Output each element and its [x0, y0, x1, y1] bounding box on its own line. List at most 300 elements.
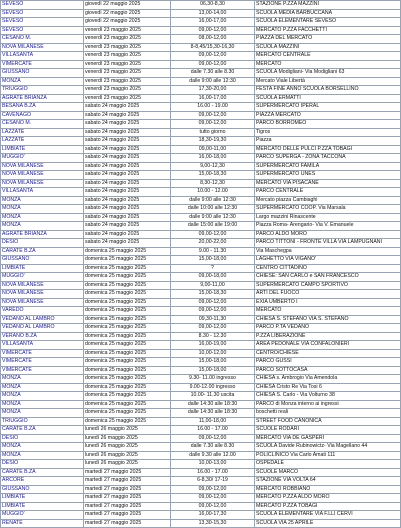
time-cell: 16,00-17,00 [171, 18, 255, 27]
time-cell: 09,00-12,00 [171, 230, 255, 239]
location-cell: SCUOLA ELEMENTARE VIA F.LLI CERVI [255, 511, 401, 520]
city-cell: VERANO B.ZA [1, 332, 84, 341]
city-cell: GIUSSANO [1, 69, 84, 78]
schedule-row [1, 468, 401, 477]
schedule-row [1, 205, 401, 214]
location-cell: PIAZZA DEL MERCATO [255, 35, 401, 44]
city-cell: BESANA B.ZA [1, 103, 84, 112]
city-cell: MONZA [1, 451, 84, 460]
location-cell: AREA PEDONALE VIA CONFALONIERI [255, 341, 401, 350]
time-cell: 9.00 - 11.30 [171, 247, 255, 256]
schedule-row [1, 315, 401, 324]
location-cell: CENTRO CITTADINO [255, 264, 401, 273]
city-cell: MONZA [1, 409, 84, 418]
city-cell: MONZA [1, 383, 84, 392]
date-cell: sabato 24 maggio 2025 [84, 145, 171, 154]
time-cell: 10.00- 11.30 uscita [171, 392, 255, 401]
city-cell: NOVA MILANESE [1, 171, 84, 180]
date-cell: venerdì 23 maggio 2025 [84, 60, 171, 69]
city-cell: TRIUGGIO [1, 417, 84, 426]
city-cell: CARATE B.ZA [1, 426, 84, 435]
schedule-row [1, 502, 401, 511]
city-cell: VAREDO [1, 307, 84, 316]
city-cell: MONZA [1, 392, 84, 401]
location-cell: MERCATO P.ZZA ALDO MORO [255, 494, 401, 503]
date-cell: sabato 24 maggio 2025 [84, 230, 171, 239]
city-cell: CARATE B.ZA [1, 247, 84, 256]
time-cell: 16.00 - 19.00 [171, 103, 255, 112]
location-cell: SCUOLA ERMATTI [255, 94, 401, 103]
location-cell: CENTRO/CHIESE [255, 349, 401, 358]
city-cell: NOVA MILANESE [1, 179, 84, 188]
location-cell: PARCO SOTTOCASA [255, 366, 401, 375]
date-cell: domenica 25 maggio 2025 [84, 409, 171, 418]
time-cell: dalle 9.30 alle 12.00 [171, 451, 255, 460]
date-cell: giovedì 22 maggio 2025 [84, 18, 171, 27]
date-cell: domenica 25 maggio 2025 [84, 375, 171, 384]
time-cell: 18,30-19,30 [171, 137, 255, 146]
location-cell: STAZIONE P.ZZA MAZZINI [255, 1, 401, 10]
schedule-row [1, 273, 401, 282]
schedule-row [1, 519, 401, 528]
location-cell: Tigros [255, 128, 401, 137]
location-cell: SCUOLA Modigliani- Via Modigliani 63 [255, 69, 401, 78]
location-cell: MERCATO DELLE PULCI P.ZZA TOBAGI [255, 145, 401, 154]
location-cell: POLICLINICO Via Carlo Amati 111 [255, 451, 401, 460]
schedule-row [1, 179, 401, 188]
time-cell: 09,00-12,00 [171, 60, 255, 69]
schedule-row [1, 196, 401, 205]
date-cell: domenica 25 maggio 2025 [84, 332, 171, 341]
city-cell: CESANO M. [1, 120, 84, 129]
location-cell: PARCO CENTRALE [255, 188, 401, 197]
schedule-row [1, 69, 401, 78]
city-cell: VEDANO AL LAMBRO [1, 315, 84, 324]
location-cell: CHIESE: SAN CARLO e SAN FRANCESCO [255, 273, 401, 282]
location-cell: SUPERMERCATO IPERAL [255, 103, 401, 112]
time-cell: 09,00-12,00 [171, 307, 255, 316]
city-cell: MONZA [1, 77, 84, 86]
schedule-row [1, 307, 401, 316]
location-cell: PARCO BORROMEO [255, 120, 401, 129]
city-cell: VEDANO AL LAMBRO [1, 324, 84, 333]
location-cell: MERCATO VIA DE GASPERI [255, 434, 401, 443]
location-cell: LAGHETTO VIA VIGANO' [255, 256, 401, 265]
time-cell: 10.00 - 12.00 [171, 188, 255, 197]
date-cell: sabato 24 maggio 2025 [84, 162, 171, 171]
time-cell: 09,00-18,00 [171, 273, 255, 282]
schedule-row [1, 120, 401, 129]
time-cell: 09,00-12,00 [171, 26, 255, 35]
location-cell: PARCO ALDO MORO [255, 230, 401, 239]
location-cell: OSPEDALE [255, 460, 401, 469]
location-cell: MERCATO [255, 60, 401, 69]
city-cell: VILLASANTA [1, 341, 84, 350]
city-cell: LIMBIATE [1, 494, 84, 503]
schedule-body [1, 1, 401, 528]
time-cell: 6-8,30/ 17-19 [171, 477, 255, 486]
time-cell: 20,00-22,00 [171, 239, 255, 248]
location-cell: Mercato piazza Cambiaghi [255, 196, 401, 205]
schedule-row [1, 494, 401, 503]
date-cell: sabato 24 maggio 2025 [84, 222, 171, 231]
time-cell: 10,00-12,00 [171, 349, 255, 358]
time-cell: 09,00-12,00 [171, 494, 255, 503]
time-cell: 09,00-12,00 [171, 434, 255, 443]
time-cell: 9.30- 11.00 ingresso [171, 375, 255, 384]
date-cell: martedì 27 maggio 2025 [84, 485, 171, 494]
date-cell: domenica 25 maggio 2025 [84, 298, 171, 307]
time-cell: 8,30-12,30 [171, 179, 255, 188]
location-cell: PARCO TITTONI - FRONTE VILLA VIA LAMPUGNANI [255, 239, 401, 248]
time-cell: 09,00-12,00 [171, 502, 255, 511]
location-cell: Largo mazzini Rinascente [255, 213, 401, 222]
location-cell: CHIESA s. Ambrogio Via Amendola [255, 375, 401, 384]
date-cell: sabato 24 maggio 2025 [84, 239, 171, 248]
date-cell: sabato 24 maggio 2025 [84, 120, 171, 129]
city-cell: MONZA [1, 443, 84, 452]
schedule-row [1, 52, 401, 61]
date-cell: domenica 25 maggio 2025 [84, 290, 171, 299]
time-cell: 16,00-18,00 [171, 154, 255, 163]
time-cell: 15,00-18,00 [171, 358, 255, 367]
schedule-row [1, 451, 401, 460]
schedule-row [1, 18, 401, 27]
schedule-row [1, 349, 401, 358]
time-cell: 9,00-12,30 [171, 162, 255, 171]
city-cell: LIMBIATE [1, 264, 84, 273]
time-cell: 16.00 - 17.00 [171, 426, 255, 435]
schedule-row [1, 460, 401, 469]
date-cell: martedì 27 maggio 2025 [84, 502, 171, 511]
schedule-row [1, 35, 401, 44]
city-cell: RENATE [1, 519, 84, 528]
time-cell: 09,00-11,00 [171, 145, 255, 154]
schedule-row [1, 137, 401, 146]
date-cell: domenica 25 maggio 2025 [84, 383, 171, 392]
time-cell: 15,00-18,00 [171, 256, 255, 265]
schedule-row [1, 9, 401, 18]
date-cell: domenica 25 maggio 2025 [84, 417, 171, 426]
city-cell: LIMBIATE [1, 145, 84, 154]
schedule-row [1, 103, 401, 112]
date-cell: venerdì 23 maggio 2025 [84, 26, 171, 35]
time-cell: dalle 7.30 alle 8.30 [171, 443, 255, 452]
schedule-row [1, 417, 401, 426]
schedule-row [1, 426, 401, 435]
city-cell: VIMERCATE [1, 358, 84, 367]
city-cell: LIMBIATE [1, 502, 84, 511]
location-cell: Mercato Viale Libertà [255, 77, 401, 86]
schedule-row [1, 485, 401, 494]
city-cell: MONZA [1, 400, 84, 409]
time-cell: 09,00-12,00 [171, 120, 255, 129]
schedule-row [1, 375, 401, 384]
schedule-row [1, 281, 401, 290]
date-cell: giovedì 22 maggio 2025 [84, 1, 171, 10]
date-cell: venerdì 23 maggio 2025 [84, 35, 171, 44]
city-cell: AGRATE BRIANZA [1, 94, 84, 103]
location-cell: EXIA UMBERTO I [255, 298, 401, 307]
city-cell: DESIO [1, 460, 84, 469]
date-cell: sabato 24 maggio 2025 [84, 171, 171, 180]
date-cell: domenica 25 maggio 2025 [84, 247, 171, 256]
date-cell: sabato 24 maggio 2025 [84, 137, 171, 146]
schedule-row [1, 230, 401, 239]
location-cell: CHIESA S. STEFANO VIA S. STEFANO [255, 315, 401, 324]
location-cell: MERCATO P.ZZA TOBAGI [255, 502, 401, 511]
location-cell: STREET FOOD CANONICA [255, 417, 401, 426]
city-cell: VIMERCATE [1, 60, 84, 69]
time-cell: 9,00-11,00 [171, 281, 255, 290]
date-cell: domenica 25 maggio 2025 [84, 366, 171, 375]
date-cell: domenica 25 maggio 2025 [84, 400, 171, 409]
time-cell: dalle 10:00 alle 12:30 [171, 205, 255, 214]
schedule-row [1, 77, 401, 86]
time-cell: 10,00-13,00 [171, 460, 255, 469]
city-cell: GIUSSANO [1, 256, 84, 265]
time-cell: 16,00-19,00 [171, 341, 255, 350]
schedule-row [1, 1, 401, 10]
location-cell: MERCATO CENTRALE [255, 52, 401, 61]
city-cell: SEVESO [1, 26, 84, 35]
time-cell: 9.00-12.00 ingresso [171, 383, 255, 392]
date-cell: venerdì 23 maggio 2025 [84, 86, 171, 95]
city-cell: MUGGIO' [1, 154, 84, 163]
date-cell: sabato 24 maggio 2025 [84, 188, 171, 197]
city-cell: NOVA MILANESE [1, 298, 84, 307]
time-cell: tutto giorno [171, 128, 255, 137]
schedule-row [1, 239, 401, 248]
location-cell: PARCO SUPERGA - ZONA TACCONA [255, 154, 401, 163]
city-cell: SEVESO [1, 18, 84, 27]
time-cell: 06,30-8,30 [171, 1, 255, 10]
city-cell: NOVA MILANESE [1, 43, 84, 52]
time-cell: 15,00-18,30 [171, 171, 255, 180]
city-cell: ARCORE [1, 477, 84, 486]
time-cell: 13,30-15,30 [171, 519, 255, 528]
location-cell: SCUOLE MARCO [255, 468, 401, 477]
date-cell: sabato 24 maggio 2025 [84, 128, 171, 137]
city-cell: NOVA MILANESE [1, 162, 84, 171]
time-cell: 15,00-18,00 [171, 366, 255, 375]
location-cell: SCUOLA Davide Rubinowictz- Via Magellano 44 [255, 443, 401, 452]
date-cell: domenica 25 maggio 2025 [84, 341, 171, 350]
location-cell: PIAZZA MERCATO [255, 111, 401, 120]
date-cell: lunedì 26 maggio 2025 [84, 451, 171, 460]
date-cell: sabato 24 maggio 2025 [84, 154, 171, 163]
location-cell: PARCO P.TA VEDANO [255, 324, 401, 333]
schedule-row [1, 341, 401, 350]
date-cell: venerdì 23 maggio 2025 [84, 94, 171, 103]
date-cell: domenica 25 maggio 2025 [84, 349, 171, 358]
date-cell: sabato 24 maggio 2025 [84, 179, 171, 188]
schedule-row [1, 111, 401, 120]
location-cell: CHIESA S. Carlo - Via Volturno 38 [255, 392, 401, 401]
date-cell: martedì 27 maggio 2025 [84, 511, 171, 520]
time-cell: 16.00 - 17.00 [171, 468, 255, 477]
city-cell: NOVA MILANESE [1, 281, 84, 290]
location-cell: boschetti reali [255, 409, 401, 418]
time-cell: 08,00-12,00 [171, 35, 255, 44]
date-cell: venerdì 23 maggio 2025 [84, 77, 171, 86]
city-cell: MONZA [1, 222, 84, 231]
location-cell: SCUOLA VIA 25 APRILE [255, 519, 401, 528]
date-cell: sabato 24 maggio 2025 [84, 111, 171, 120]
location-cell: P.ZZA LIBERAZIONE [255, 332, 401, 341]
schedule-row [1, 128, 401, 137]
schedule-row [1, 443, 401, 452]
location-cell: SUPERMERCATO UNES [255, 171, 401, 180]
city-cell: DESIO [1, 434, 84, 443]
schedule-row [1, 324, 401, 333]
location-cell: MERCATO P.ZZA FACCHETTI [255, 26, 401, 35]
location-cell: SUPERMERCATO FAMILA [255, 162, 401, 171]
time-cell: dalle 14:30 alle 18:30 [171, 400, 255, 409]
schedule-row [1, 477, 401, 486]
location-cell: SUPERMERCATO CAMPO SPORTIVO [255, 281, 401, 290]
location-cell: MERCATO ROBBIANO [255, 485, 401, 494]
schedule-row [1, 366, 401, 375]
time-cell: 09,00-12,00 [171, 111, 255, 120]
schedule-row [1, 409, 401, 418]
city-cell: SEVESO [1, 9, 84, 18]
date-cell: sabato 24 maggio 2025 [84, 213, 171, 222]
location-cell: SUPERMERCATO COOP. Via Marsala [255, 205, 401, 214]
date-cell: venerdì 23 maggio 2025 [84, 69, 171, 78]
date-cell: venerdì 23 maggio 2025 [84, 43, 171, 52]
date-cell: sabato 24 maggio 2025 [84, 205, 171, 214]
city-cell: MUGGIO' [1, 511, 84, 520]
location-cell: FESTA FINE ANNO SCUOLA BORSELLINO [255, 86, 401, 95]
schedule-row [1, 358, 401, 367]
date-cell: domenica 25 maggio 2025 [84, 256, 171, 265]
time-cell: dalle 7.30 alle 8.30 [171, 69, 255, 78]
location-cell: STAZIONE VIA VOLTA 64 [255, 477, 401, 486]
city-cell: MONZA [1, 375, 84, 384]
schedule-row [1, 43, 401, 52]
date-cell: domenica 25 maggio 2025 [84, 273, 171, 282]
city-cell: DESIO [1, 239, 84, 248]
time-cell: 13,00-14,00 [171, 9, 255, 18]
location-cell: SCUOLA ELEMENTARE SEVESO [255, 18, 401, 27]
schedule-row [1, 434, 401, 443]
time-cell: 8-8,45/15,30-16,30 [171, 43, 255, 52]
schedule-row [1, 154, 401, 163]
location-cell: Piazza Roma- Arengario- Via V. Emanuele [255, 222, 401, 231]
date-cell: domenica 25 maggio 2025 [84, 281, 171, 290]
city-cell: CESANO M. [1, 35, 84, 44]
time-cell: dalle 9:00 alle 12:30 [171, 196, 255, 205]
city-cell: AGRATE BRIANZA [1, 230, 84, 239]
schedule-row [1, 26, 401, 35]
time-cell: 16,00-17,00 [171, 94, 255, 103]
location-cell: MERCATO [255, 307, 401, 316]
schedule-row [1, 392, 401, 401]
time-cell: 16,00-17,30 [171, 511, 255, 520]
time-cell: dalle 14:30 alle 18:30 [171, 409, 255, 418]
date-cell: domenica 25 maggio 2025 [84, 315, 171, 324]
date-cell: lunedì 26 maggio 2025 [84, 434, 171, 443]
location-cell: SCUOLE RODARI [255, 426, 401, 435]
city-cell: TRIUGGIO [1, 86, 84, 95]
time-cell: 09,30-11,30 [171, 315, 255, 324]
location-cell: CHIESA Cristo Re Via Tosi 6 [255, 383, 401, 392]
schedule-row [1, 162, 401, 171]
time-cell: 09,00-12,00 [171, 324, 255, 333]
date-cell: venerdì 23 maggio 2025 [84, 52, 171, 61]
date-cell: lunedì 26 maggio 2025 [84, 426, 171, 435]
date-cell: martedì 27 maggio 2025 [84, 468, 171, 477]
date-cell: sabato 24 maggio 2025 [84, 103, 171, 112]
location-cell: PARCO GUSSI [255, 358, 401, 367]
date-cell: domenica 25 maggio 2025 [84, 324, 171, 333]
city-cell: CAVENAGO [1, 111, 84, 120]
time-cell: 09,00-12,00 [171, 52, 255, 61]
location-cell: PARCO di Monza interno ai ingressi [255, 400, 401, 409]
date-cell: martedì 27 maggio 2025 [84, 519, 171, 528]
city-cell: MONZA [1, 205, 84, 214]
location-cell: ARTI DEL FUOCO [255, 290, 401, 299]
city-cell: VILLASANTA [1, 188, 84, 197]
schedule-row [1, 86, 401, 95]
schedule-row [1, 60, 401, 69]
schedule-row [1, 222, 401, 231]
city-cell: LAZZATE [1, 128, 84, 137]
schedule-row [1, 188, 401, 197]
schedule-row [1, 171, 401, 180]
date-cell: domenica 25 maggio 2025 [84, 358, 171, 367]
schedule-row [1, 256, 401, 265]
city-cell: VIMERCATE [1, 349, 84, 358]
time-cell: dalle 15:00 alle 19:00 [171, 222, 255, 231]
time-cell: 15,00-18,30 [171, 290, 255, 299]
date-cell: sabato 24 maggio 2025 [84, 196, 171, 205]
date-cell: lunedì 26 maggio 2025 [84, 443, 171, 452]
date-cell: martedì 27 maggio 2025 [84, 477, 171, 486]
city-cell: VIMERCATE [1, 366, 84, 375]
schedule-row [1, 400, 401, 409]
date-cell: martedì 27 maggio 2025 [84, 494, 171, 503]
city-cell: NOVA MILANESE [1, 290, 84, 299]
city-cell: LAZZATE [1, 137, 84, 146]
date-cell: domenica 25 maggio 2025 [84, 307, 171, 316]
time-cell: 8.30 - 12.30 [171, 332, 255, 341]
schedule-row [1, 94, 401, 103]
location-cell: MERCATO VIA PISACANE [255, 179, 401, 188]
date-cell: domenica 25 maggio 2025 [84, 264, 171, 273]
city-cell: MONZA [1, 213, 84, 222]
city-cell: VILLASANTA [1, 52, 84, 61]
time-cell: 09,00-12,00 [171, 298, 255, 307]
date-cell: giovedì 22 maggio 2025 [84, 9, 171, 18]
time-cell: ? [171, 264, 255, 273]
schedule-row [1, 298, 401, 307]
schedule-row [1, 247, 401, 256]
schedule-row [1, 332, 401, 341]
city-cell: MONZA [1, 196, 84, 205]
schedule-row [1, 511, 401, 520]
time-cell: 17,30-20,00 [171, 86, 255, 95]
city-cell: CARATE B.ZA [1, 468, 84, 477]
schedule-row [1, 213, 401, 222]
schedule-row [1, 383, 401, 392]
location-cell: Piazza [255, 137, 401, 146]
city-cell: SEVESO [1, 1, 84, 10]
city-cell: GIUSSANO [1, 485, 84, 494]
time-cell: 11,00-18,00 [171, 417, 255, 426]
location-cell: SCUOLA MEDIA BARBUCCANA [255, 9, 401, 18]
